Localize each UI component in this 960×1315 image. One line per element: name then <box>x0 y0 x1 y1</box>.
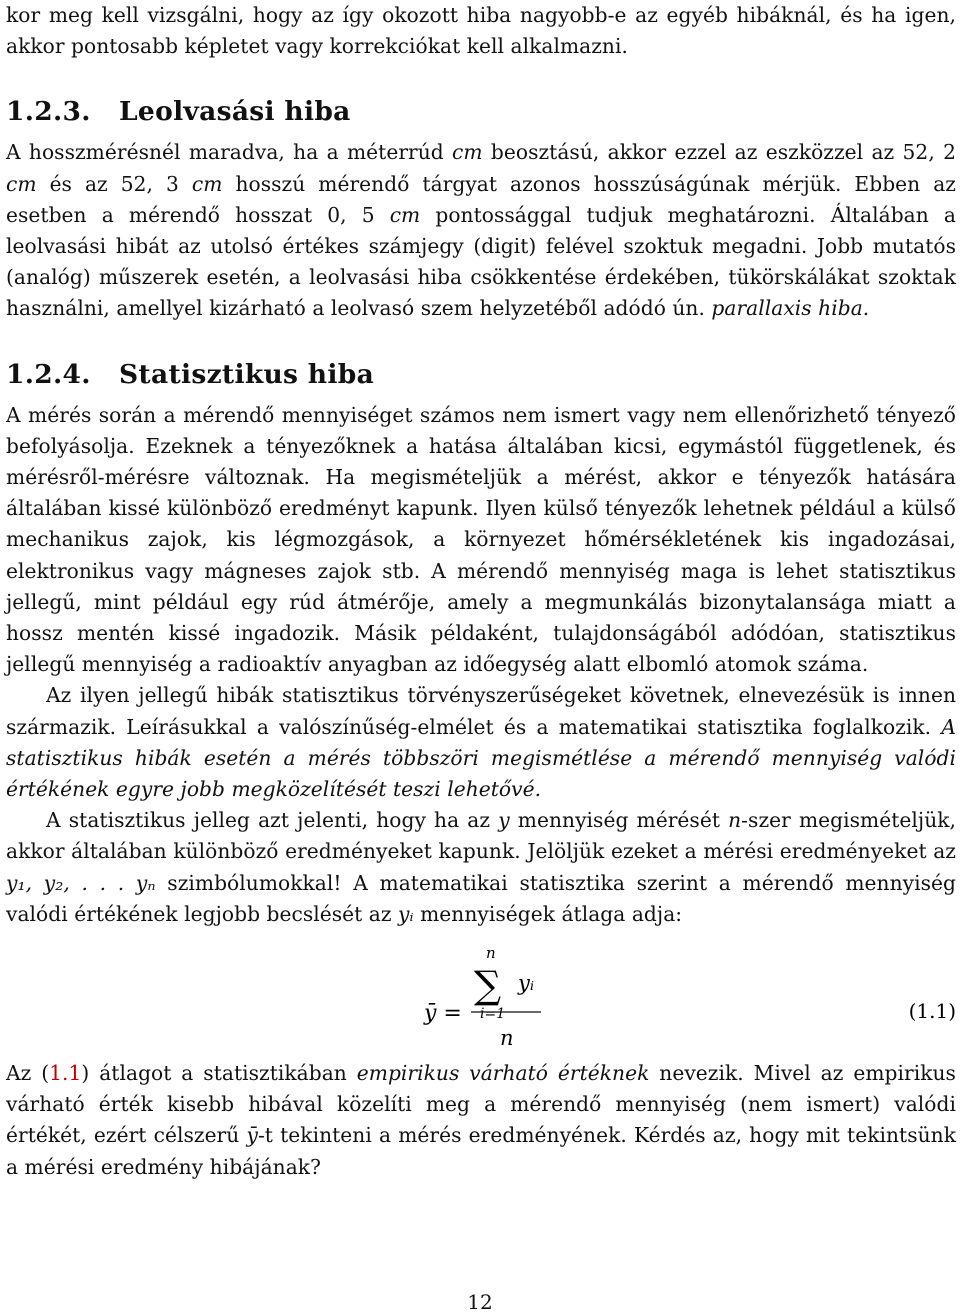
equation-number: (1.1) <box>908 999 956 1024</box>
sum-term: yᵢ <box>518 971 535 996</box>
sum-lower-limit: i=1 <box>480 1006 506 1023</box>
equation-reference-link[interactable]: 1.1 <box>49 1061 82 1086</box>
mean-equation <box>6 930 956 1058</box>
page-number: 12 <box>467 1290 493 1314</box>
denominator: n <box>500 1026 514 1051</box>
section-title: Leolvasási hiba <box>119 96 351 128</box>
equation-block <box>6 930 956 1058</box>
intro-paragraph: kor meg kell vizsgálni, hogy az így okozott hiba nagyobb-e az egyéb hibáknál, és ha igen, akkor pontosabb képletet vagy korrekciókat kell alkalmazni. <box>6 3 956 59</box>
section2-paragraph-3: A statisztikus jelleg azt jelenti, hogy ha az y mennyiség mérését n-szer megismételjük, akkor általában különböző eredményeket kapunk. Jelöljük ezeket a mérési eredményeket az y₁, y₂, . . . yₙ szimbólumokkal! A matematikai statisztika szerint a mérendő mennyiség valódi értékének legjobb becslését az yᵢ mennyiségek átlaga adja: <box>6 808 956 926</box>
document-page <box>6 0 956 1183</box>
section1-paragraph: A hosszmérésnél maradva, ha a méterrúd cm beosztású, akkor ezzel az eszközzel az 52, 2 cm és az 52, 3 cm hosszú mérendő tárgyat azonos hosszúságúnak mérjük. Ebben az esetben a mérendő hosszat 0, 5 cm pontossággal tudjuk meghatározni. Általában a leolvasási hibát az utolsó értékes számjegy (digit) felével szoktuk megadni. Jobb mutatós (analóg) műszerek esetén, a leolvasási hiba csökkentése érdekében, tükörskálákat szoktak használni, amellyel kizárható a leolvasó szem helyzetéből adódó ún. parallaxis hiba. <box>6 140 956 321</box>
section-heading-statisztikus <box>6 359 956 390</box>
sum-symbol: ∑ <box>474 963 502 1008</box>
section-number: 1.2.3. <box>6 96 91 128</box>
sum-upper-limit: n <box>486 944 496 963</box>
section2-paragraph-1: A mérés során a mérendő mennyiséget számos nem ismert vagy nem ellenőrizhető tényező befolyásolja. Ezeknek a tényezőknek a hatása általában kicsi, egymástól függetlenek, és mérésről-mérésre változnak. Ha megismételjük a mérést, akkor e tényezők hatására általában kissé különböző eredményt kapunk. Ilyen külső tényezők lehetnek például a külső mechanikus zajok, kis légmozgások, a környezet hőmérsékletének kis ingadozásai, elektronikus vagy mágneses zajok stb. A mérendő mennyiség maga is lehet statisztikus jellegű, mint például egy rúd átmérője, amely a megmunkálás bizonytalansága miatt a hossz mentén kissé ingadozik. Másik példaként, tulajdonságából adódóan, statisztikus jellegű mennyiség a radioaktív anyagban az időegység alatt elbomló atomok száma. <box>6 402 956 677</box>
section2-paragraph-2: Az ilyen jellegű hibák statisztikus törvényszerűségeket követnek, elnevezésük is innen származik. Leírásukkal a valószínűség-elmélet és a matematikai statisztika foglalkozik. A statisztikus hibák esetén a mérés többszöri megismétlése a mérendő mennyiség valódi értékének egyre jobb megközelítését teszi lehetővé. <box>6 683 956 802</box>
equation-lhs: ȳ = <box>424 1001 462 1027</box>
section-title: Statisztikus hiba <box>119 358 375 390</box>
section-heading-leolvasasi <box>6 96 956 127</box>
section-number: 1.2.4. <box>6 358 91 390</box>
section2-paragraph-4: Az (1.1) átlagot a statisztikában empirikus várható értéknek nevezik. Mivel az empirikus várható érték kisebb hibával közelíti meg a mérendő mennyiség (nem ismert) valódi értékét, ezért célszerű ȳ-t tekinteni a mérés eredményének. Kérdés az, hogy mit tekintsünk a mérési eredmény hibájának? <box>6 1061 956 1179</box>
